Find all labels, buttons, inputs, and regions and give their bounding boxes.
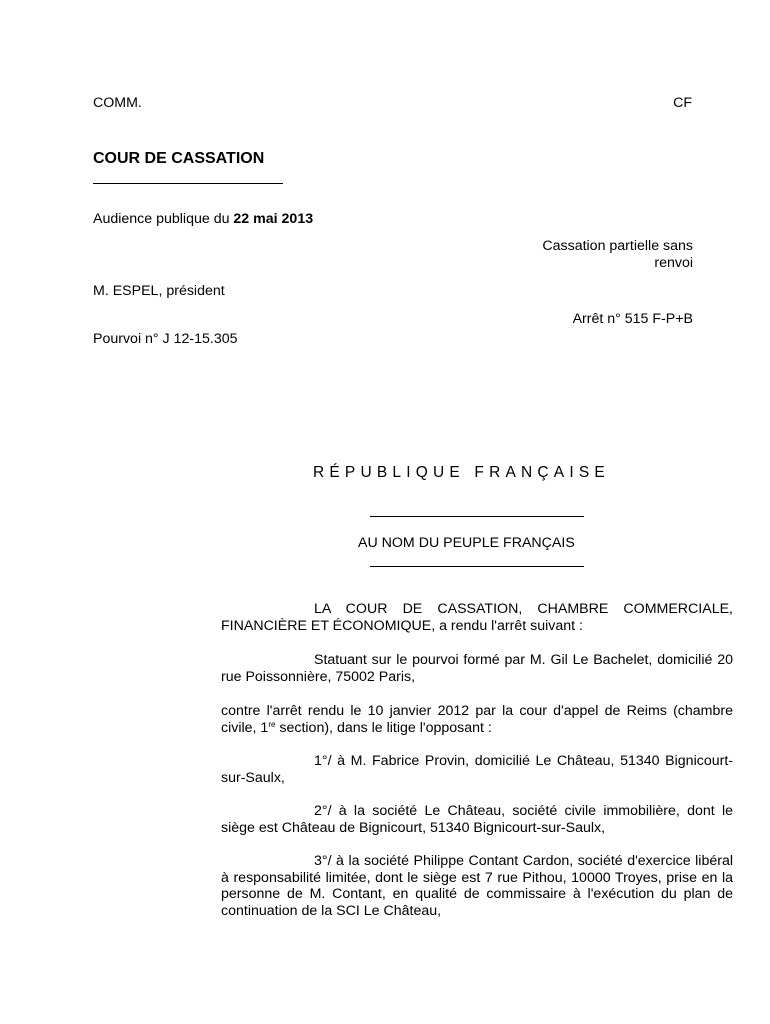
paragraph-party-3: [221, 853, 733, 919]
hearing-line: [93, 211, 313, 227]
paragraph-preamble: [221, 601, 733, 634]
court-title-underline: [93, 183, 283, 184]
decision-line-2: renvoi: [654, 255, 693, 271]
paragraph-party-2: [221, 803, 733, 836]
decision-type: [542, 238, 693, 272]
clerk-initials: CF: [673, 95, 692, 111]
paragraph-party-3-text: 3°/ à la société Philippe Contant Cardon, société d'exercice libéral à responsabilité limitée, dont le siège est 7 rue Pithou, 10000 Troyes, prise en la personne de M. Contant, en qualité de commissaire à l'exécution du plan de continuation de la SCI Le Château,: [221, 853, 733, 919]
republic-rule-bottom: [370, 566, 584, 567]
paragraph-party-2-text: 2°/ à la société Le Château, société civile immobilière, dont le siège est Château de Bignicourt, 51340 Bignicourt-sur-Saulx,: [221, 803, 733, 836]
paragraph-party-1: [221, 753, 733, 786]
decision-line-1: Cassation partielle sans: [542, 238, 693, 254]
republic-rule-top: [370, 516, 584, 517]
paragraph-preamble-text: LA COUR DE CASSATION, CHAMBRE COMMERCIALE, FINANCIÈRE ET ÉCONOMIQUE, a rendu l'arrêt suivant :: [221, 601, 733, 634]
paragraph-party-1-text: 1°/ à M. Fabrice Provin, domicilié Le Château, 51340 Bignicourt-sur-Saulx,: [221, 753, 733, 786]
paragraph-judgment: [221, 703, 733, 736]
paragraph-appellant-text: Statuant sur le pourvoi formé par M. Gil Le Bachelet, domicilié 20 rue Poissonnière, 75002 Paris,: [221, 652, 733, 685]
hearing-date: 22 mai 2013: [233, 211, 314, 227]
paragraph-appellant: [221, 652, 733, 685]
president: M. ESPEL, président: [93, 283, 225, 299]
people-heading: AU NOM DU PEUPLE FRANÇAIS: [358, 535, 575, 551]
paragraph-judgment-text-a: contre l'arrêt rendu le 10 janvier 2012 par la cour d'appel de Reims (chambre civile, 1: [221, 703, 733, 736]
chamber-code: COMM.: [93, 95, 142, 111]
court-title: COUR DE CASSATION: [93, 150, 265, 167]
republic-heading: RÉPUBLIQUE FRANÇAISE: [313, 464, 610, 481]
paragraph-judgment-text-b: section), dans le litige l'opposant :: [275, 719, 492, 736]
hearing-label: Audience publique du: [93, 211, 234, 227]
pourvoi-number: Pourvoi n° J 12-15.305: [93, 331, 238, 347]
paragraph-judgment-sup: re: [268, 719, 276, 729]
arret-number: Arrêt n° 515 F-P+B: [572, 311, 693, 327]
